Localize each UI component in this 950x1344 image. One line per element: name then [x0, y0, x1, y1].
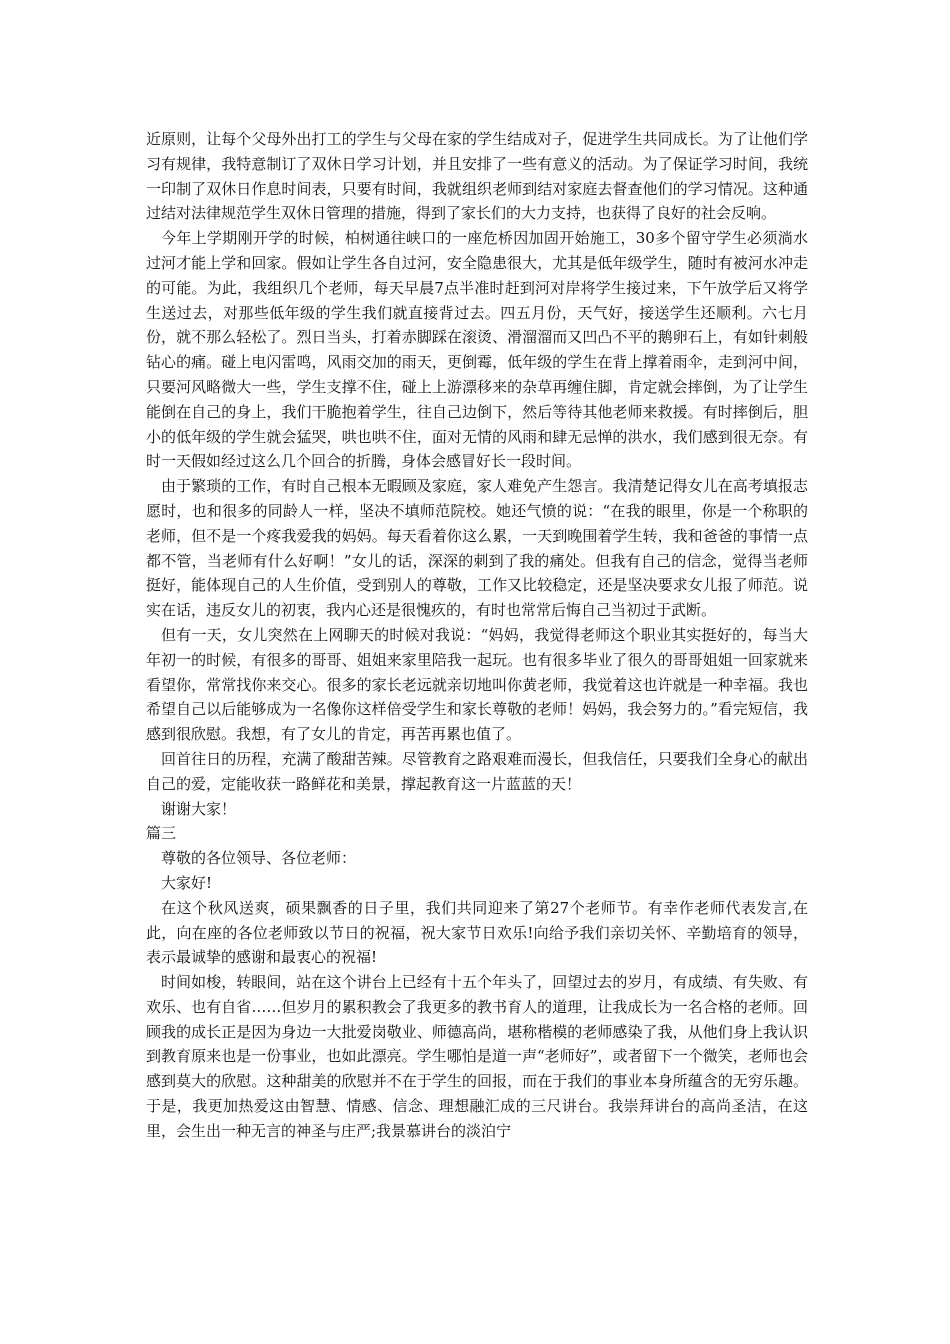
paragraph-family-complaints: 由于繁琐的工作，有时自己根本无暇顾及家庭，家人难免产生怨言。我清楚记得女儿在高考填报志愿时，也和很多的同龄人一样，坚决不填师范院校。她还气愤的说：“在我的眼里，你是一个称职的老师，但不是一个疼我爱我的妈妈。每天看着你这么累，一天到晚围着学生转，我和爸爸的事情一点都不管，当老师有什么好啊！”女儿的话，深深的刺到了我的痛处。但我有自己的信念，觉得当老师挺好，能体现自己的人生价值，受到别人的尊敬，工作又比较稳定，还是坚决要求女儿报了师范。说实在话，违反女儿的初衷，我内心还是很愧疚的，有时也常常后悔自己当初过于武断。	[146, 477, 808, 620]
paragraph-daughter-message: 但有一天，女儿突然在上网聊天的时候对我说：“妈妈，我觉得老师这个职业其实挺好的，每当大年初一的时候，有很多的哥哥、姐姐来家里陪我一起玩。也有很多毕业了很久的哥哥姐姐一回家就来看望你，常常找你来交心。很多的家长老远就亲切地叫你黄老师，我觉着这也许就是一种幸福。我也希望自己以后能够成为一名像你这样倍受学生和家长尊敬的老师！妈妈，我会努力的。”看完短信，我感到很欣慰。我想，有了女儿的肯定，再苦再累也值了。	[146, 625, 808, 744]
paragraph-salutation: 尊敬的各位领导、各位老师：	[161, 849, 357, 868]
document-body	[146, 127, 808, 1144]
paragraph-fifteen-years: 时间如梭，转眼间，站在这个讲台上已经有十五个年头了，回望过去的岁月，有成绩、有失败、有欢乐、也有自省……但岁月的累积教会了我更多的教书育人的道理，让我成长为一名合格的老师。回顾我的成长正是因为身边一大批爱岗敬业、师德高尚，堪称楷模的老师感染了我，从他们身上我认识到教育原来也是一份事业，也如此漂亮。学生哪怕是道一声“老师好”，或者留下一个微笑，老师也会感到莫大的欣慰。这种甜美的欣慰并不在于学生的回报，而在于我们的事业本身所蕴含的无穷乐趣。于是，我更加热爱这由智慧、情感、信念、理想融汇成的三尺讲台。我崇拜讲台的高尚圣洁，在这里，会生出一种无言的神圣与庄严;我景慕讲台的淡泊宁	[146, 973, 808, 1140]
paragraph-river-crossing: 今年上学期刚开学的时候，柏树通往峡口的一座危桥因加固开始施工，30多个留守学生必须淌水过河才能上学和回家。假如让学生各自过河，安全隐患很大，尤其是低年级学生，随时有被河水冲走的可能。为此，我组织几个老师，每天早晨7点半准时赶到河对岸将学生接过来，下午放学后又将学生送过去，对那些低年级的学生我们就直接背过去。四五月份，天气好，接送学生还顺利。六七月份，就不那么轻松了。烈日当头，打着赤脚踩在滚烫、滑溜溜而又凹凸不平的鹅卵石上，有如针刺般钻心的痛。碰上电闪雷鸣，风雨交加的雨天，更倒霉，低年级的学生在背上撑着雨伞，走到河中间，只要河风略微大一些，学生支撑不住，碰上上游漂移来的杂草再缠住脚，肯定就会摔倒，为了让学生能倒在自己的身上，我们干脆抱着学生，往自己边倒下，然后等待其他老师来救援。有时摔倒后，胆小的低年级的学生就会猛哭，哄也哄不住，面对无情的风雨和肆无忌惮的洪水，我们感到很无奈。有时一天假如经过这么几个回合的折腾，身体会感冒好长一段时间。	[146, 229, 808, 471]
paragraph-pairing-plan: 近原则，让每个父母外出打工的学生与父母在家的学生结成对子，促进学生共同成长。为了让他们学习有规律，我特意制订了双休日学习计划，并且安排了一些有意义的活动。为了保证学习时间，我统一印制了双休日作息时间表，只要有时间，我就组织老师到结对家庭去督查他们的学习情况。这种通过结对法律规范学生双休日管理的措施，得到了家长们的大力支持，也获得了良好的社会反响。	[146, 130, 808, 223]
paragraph-thanks: 谢谢大家！	[161, 799, 237, 818]
paragraph-looking-back: 回首往日的历程，充满了酸甜苦辣。尽管教育之路艰难而漫长，但我信任，只要我们全身心的献出自己的爱，定能收获一路鲜花和美景，撑起教育这一片蓝蓝的天！	[146, 749, 808, 793]
paragraph-teachers-day: 在这个秋风送爽，硕果飘香的日子里，我们共同迎来了第27个老师节。有幸作老师代表发言,在此，向在座的各位老师致以节日的祝福，祝大家节日欢乐!向给予我们亲切关怀、辛勤培育的领导，表示最诚挚的感谢和最衷心的祝福!	[146, 898, 808, 967]
section-heading: 篇三	[146, 824, 177, 843]
paragraph-greeting: 大家好!	[161, 873, 213, 892]
